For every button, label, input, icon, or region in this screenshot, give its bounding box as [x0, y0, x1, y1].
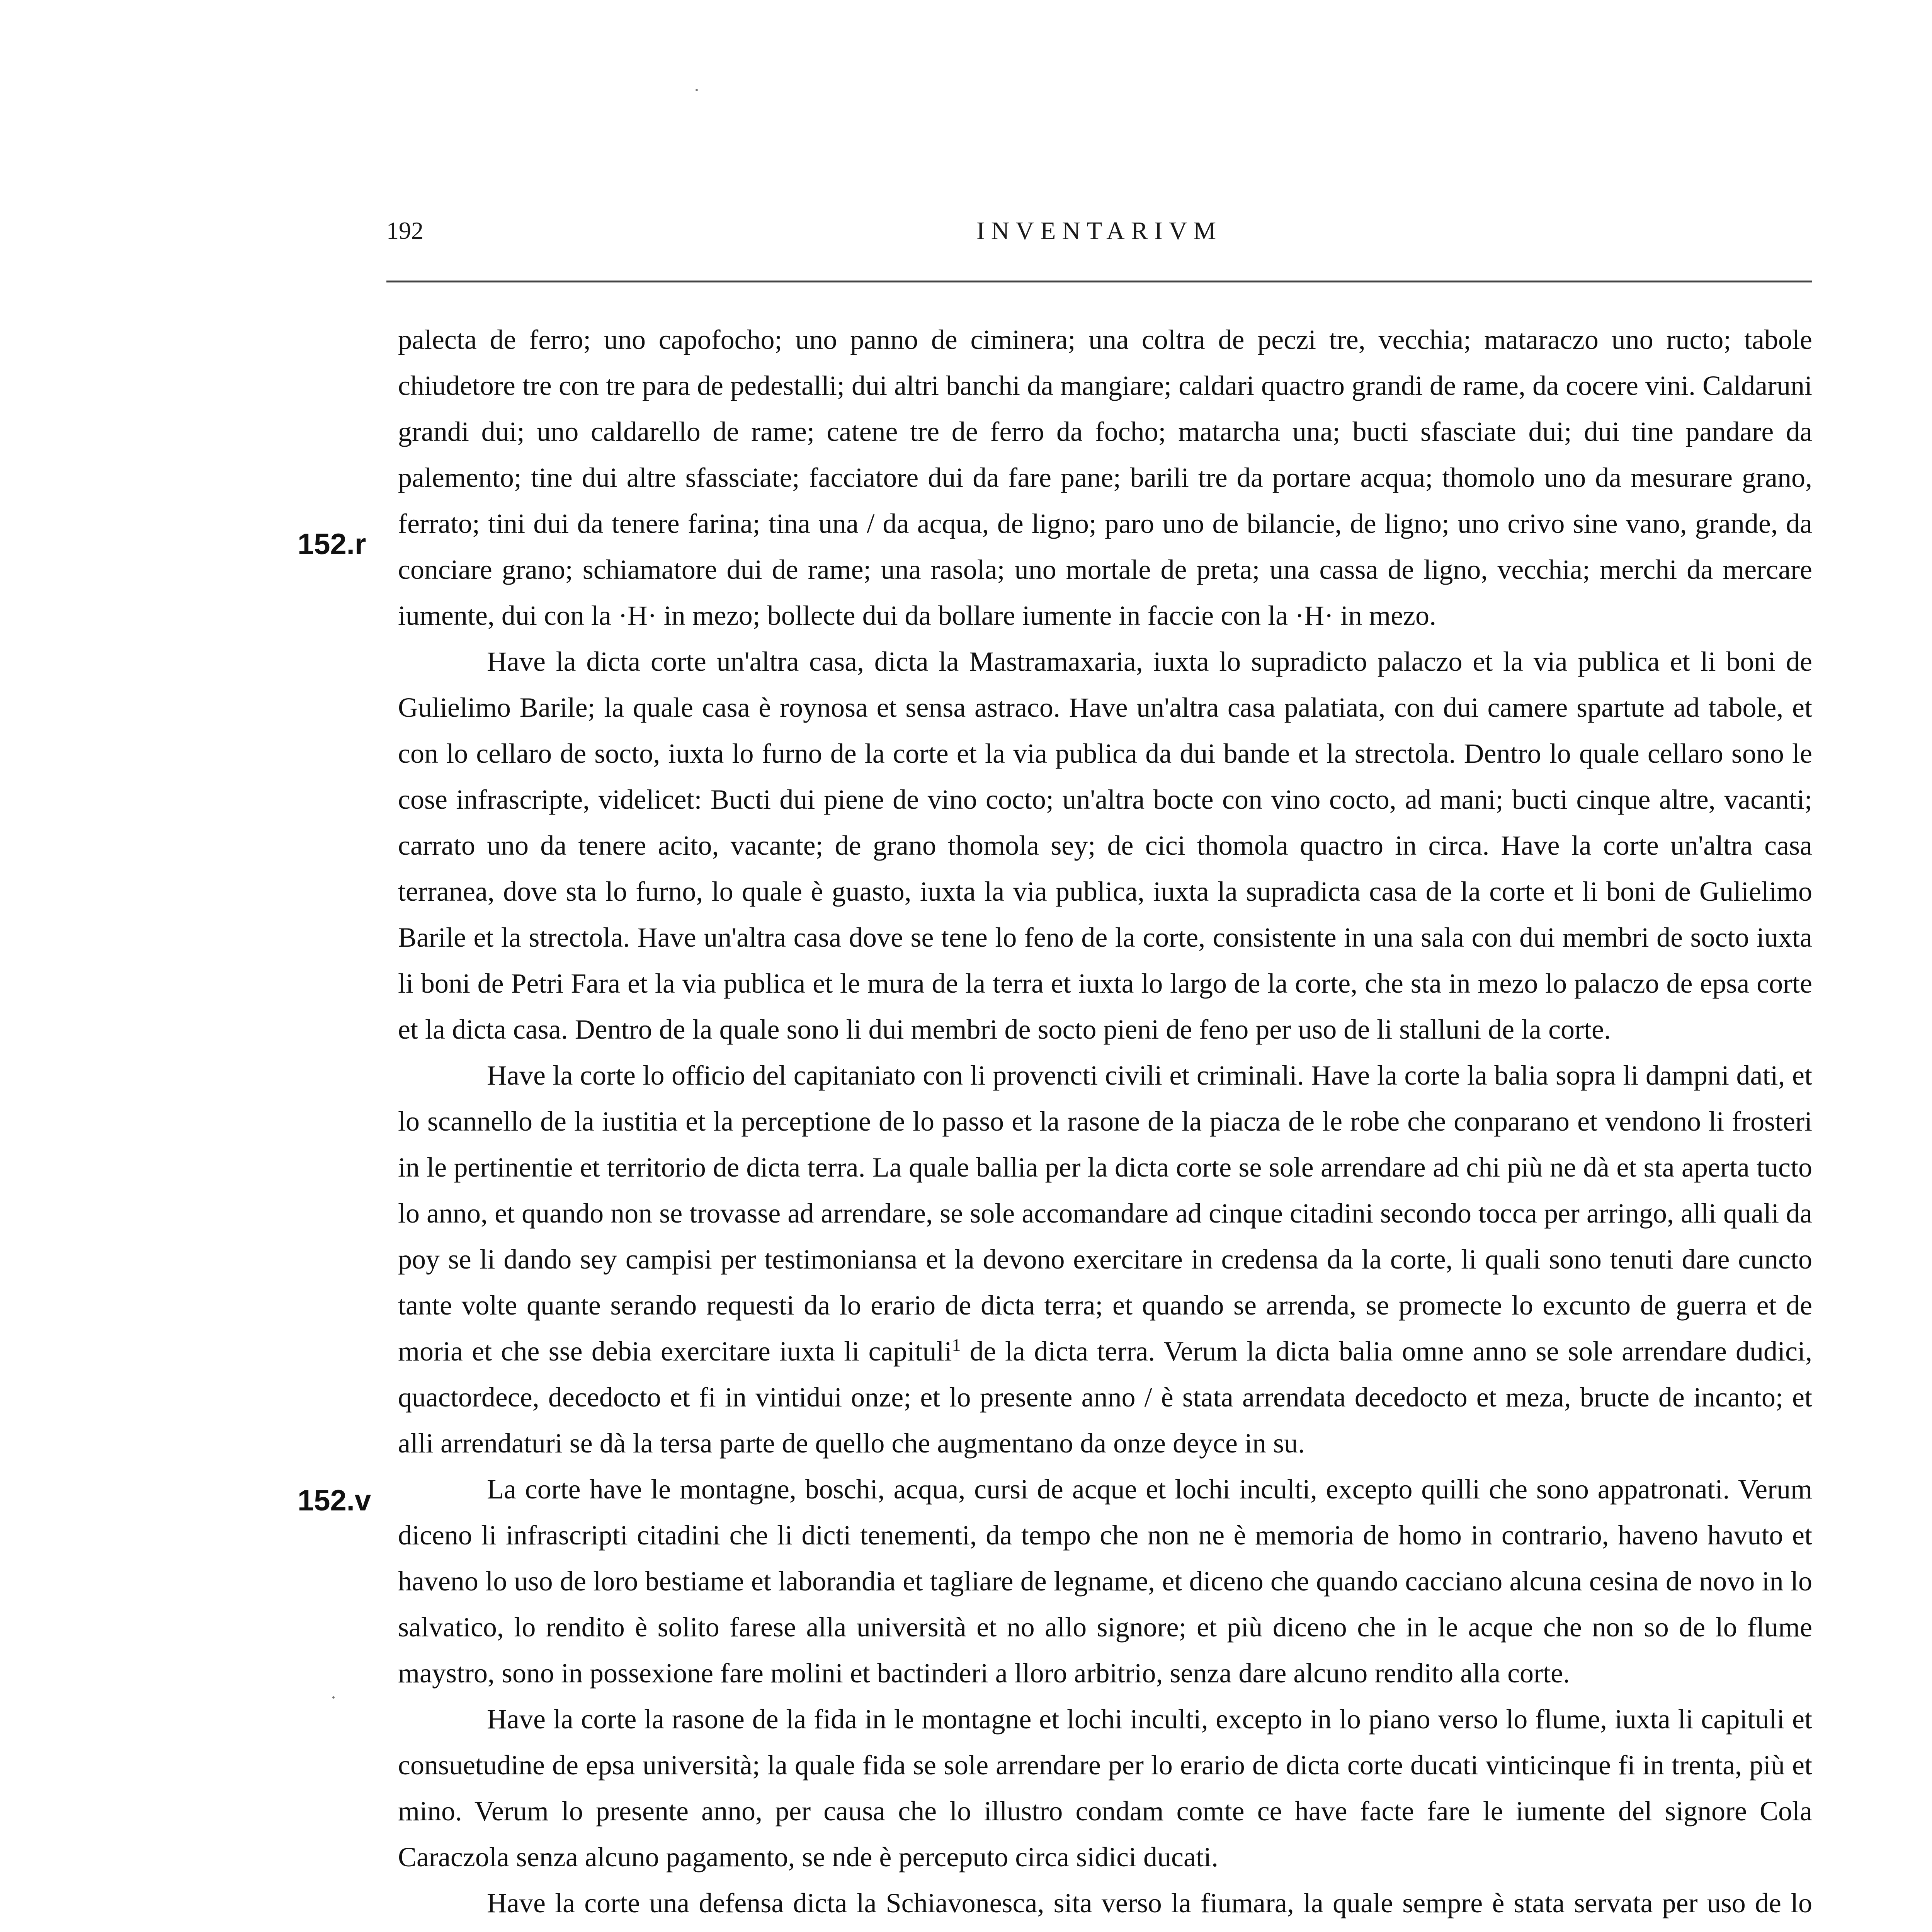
margin-note-folio-recto: 152.r — [298, 528, 366, 561]
paragraph-text: de la dicta terra. Verum la dicta balia omne anno se sole arrendare dudici, quactordece, decedocto et fi in vintidui onze; et lo presente anno / è stata arrendata decedocto et meza, bructe de incanto; et alli arrendaturi se dà la tersa parte de quello che augmentano da onze deyce in su. — [398, 1336, 1812, 1459]
margin-note-folio-verso: 152.v — [298, 1484, 371, 1517]
paragraph: palecta de ferro; uno capofocho; uno panno de ciminera; una coltra de peczi tre, vecchia; mataraczo uno ructo; tabole chiudetore tre con tre para de pedestalli; dui altri banchi da mangiare; caldari quactro grandi de rame, da cocere vini. Caldaruni grandi dui; uno caldarello de rame; catene tre de ferro da focho; matarcha una; bucti sfasciate dui; dui tine pandare da palemento; tine dui altre sfassciate; facciatore dui da fare pane; barili tre da portare acqua; thomolo uno da mesurare grano, ferrato; tini dui da tenere farina; tina una / da acqua, de ligno; paro uno de bilancie, de ligno; uno crivo sine vano, grande, da conciare grano; schiamatore dui de rame; una rasola; uno mortale de preta; una cassa de ligno, vecchia; merchi da mercare iumente, dui con la ·H· in mezo; bollecte dui da bollare iumente in faccie con la ·H· in mezo. — [398, 324, 1812, 631]
paragraph: La corte have le montagne, boschi, acqua, cursi de acque et lochi inculti, excepto quilli che sono appatronati. Verum diceno li infrascripti citadini che li dicti tenementi, da tempo che non ne è memoria de homo in contrario, haveno havuto et haveno lo uso de loro bestiame et laborandia et tagliare de legname, et diceno che quando cacciano alcuna cesina de novo in lo salvatico, lo rendito è solito farese alla università et no allo signore; et più diceno che in le acque che non so de lo flume maystro, sono in possexione fare molini et bactinderi a lloro arbitrio, senza dare alcuno rendito alla corte. — [398, 1474, 1812, 1689]
page-number: 192 — [386, 217, 423, 244]
paragraph: Have la dicta corte un'altra casa, dicta la Mastramaxaria, iuxta lo supradicto palaczo et la via publica et li boni de Gulielimo Barile; la quale casa è roynosa et sensa astraco. Have un'altra casa palatiata, con dui camere spartute ad tabole, et con lo cellaro de socto, iuxta lo furno de la corte et la via publica da dui bande et la strectola. Dentro lo quale cellaro sono le cose infrascripte, videlicet: Bucti dui piene de vino cocto; un'altra bocte con vino cocto, ad mani; bucti cinque altre, vacanti; carrato uno da tenere acito, vacante; de grano thomola sey; de cici thomola quactro in circa. Have la corte un'altra casa terranea, dove sta lo furno, lo quale è guasto, iuxta la via publica, iuxta la supradicta casa de la corte et li boni de Gulielimo Barile et la strectola. Have un'altra casa dove se tene lo feno de la corte, consistente in una sala con dui membri de socto iuxta li boni de Petri Fara et la via publica et le mura de la terra et iuxta lo largo de la corte, che sta in mezo lo palaczo de epsa corte et la dicta casa. Dentro de la quale sono li dui membri de socto pieni de feno per uso de li stalluni de la corte. — [398, 646, 1812, 1045]
paragraph — [398, 1053, 1812, 1466]
footnote-reference: 1 — [952, 1335, 961, 1355]
body-text — [398, 317, 1812, 1932]
paragraph: Have la corte la rasone de la fida in le montagne et lochi inculti, excepto in lo piano verso lo flume, iuxta li capituli et consuetudine de epsa università; la quale fida se sole arrendare per lo erario de dicta corte ducati vinticinque fi in trenta, più et mino. Verum lo presente anno, per causa che lo illustro condam comte ce have facte fare le iumente del signore Cola Caraczola senza alcuno pagamento, se nde è perceputo circa sidici ducati. — [398, 1704, 1812, 1872]
page-header — [386, 216, 1812, 263]
paragraph-text: Have la corte lo officio del capitaniato con li provencti civili et criminali. Have la corte la balia sopra li dampni dati, et lo scannello de la iustitia et la perceptione de lo passo et la rasone de la piacza de le robe che conparano et vendono li frosteri in le pertinentie et territorio de dicta terra. La quale ballia per la dicta corte se sole arrendare ad chi più ne dà et sta aperta tucto lo anno, et quando non se trovasse ad arrendare, se sole accomandare ad cinque citadini secondo tocca per arringo, alli quali da poy se li dando sey campisi per testimoniansa et la devono exercitare in credensa da la corte, li quali sono tenuti dare cuncto tante volte quante serando requesti da lo erario de dicta terra; et quando se arrenda, se promecte lo excunto de guerra et de moria et che sse debia exercitare iuxta li capituli — [398, 1060, 1812, 1367]
paragraph: Have la corte una defensa dicta la Schiavonesca, sita verso la fiumara, la quale sempre è stata servata per uso de lo — [487, 1888, 1812, 1918]
running-title: INVENTARIVM — [976, 217, 1223, 245]
header-rule — [386, 281, 1812, 282]
scan-speck — [332, 1696, 335, 1699]
scan-speck — [696, 89, 698, 91]
